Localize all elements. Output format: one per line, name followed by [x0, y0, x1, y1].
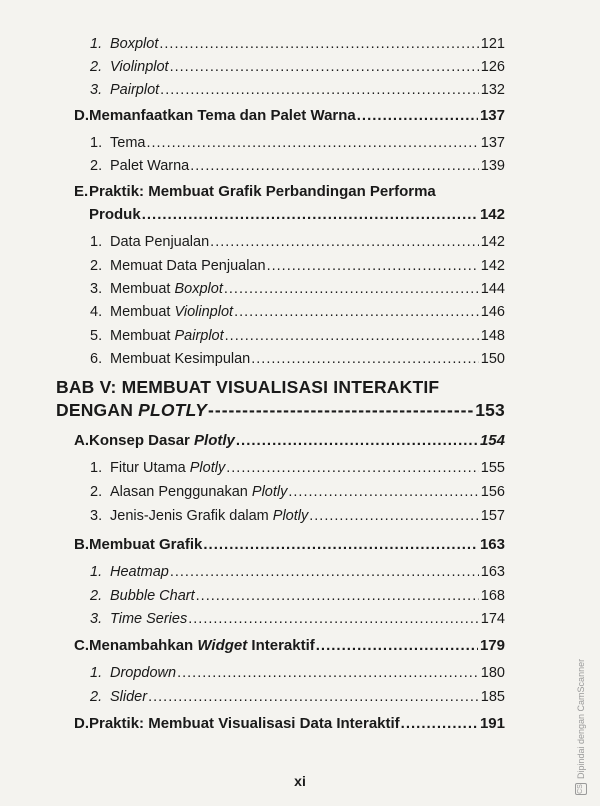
leader-dots	[288, 484, 478, 500]
leader-dots	[148, 689, 479, 705]
section-page: 142	[479, 206, 505, 223]
entry-page: 137	[480, 135, 505, 151]
entry-page: 121	[480, 36, 505, 52]
entry-page: 132	[480, 82, 505, 98]
chapter-page: 153	[475, 400, 505, 420]
entry-page: 142	[480, 234, 505, 250]
entry-number: 1.	[90, 135, 103, 151]
section-title: Memanfaatkan Tema dan Palet Warna	[89, 107, 356, 124]
entry-number: 5.	[90, 328, 103, 344]
toc-entry-memuat-data[interactable]	[90, 258, 505, 274]
section-title: Praktik: Membuat Visualisasi Data Interaktif	[89, 715, 400, 732]
toc-entry-data-penjualan[interactable]	[90, 234, 505, 250]
leader-dots	[170, 564, 479, 580]
entry-title: Tema	[110, 135, 146, 151]
toc-section-a-konsep[interactable]	[74, 432, 505, 449]
leader-dots	[146, 135, 478, 151]
section-letter: D.	[74, 715, 89, 732]
leader-dots	[225, 328, 479, 344]
toc-section-c-widget[interactable]	[74, 637, 505, 654]
entry-title: Membuat Kesimpulan	[110, 351, 251, 367]
section-title: Praktik: Membuat Grafik Perbandingan Performa	[89, 183, 436, 200]
toc-entry-jenis-grafik[interactable]	[90, 508, 505, 524]
toc-entry-kesimpulan[interactable]	[90, 351, 505, 367]
leader-dots	[251, 351, 479, 367]
leader-dots	[234, 304, 479, 320]
entry-page: 168	[480, 588, 505, 604]
entry-page: 157	[480, 508, 505, 524]
entry-title: Data Penjualan	[110, 234, 210, 250]
entry-number: 1.	[90, 460, 103, 476]
entry-page: 180	[480, 665, 505, 681]
entry-title: Fitur Utama Plotly	[110, 460, 226, 476]
leader-dots	[203, 536, 478, 553]
leader-dots	[316, 637, 478, 654]
leader-dots	[357, 107, 478, 124]
entry-number: 2.	[90, 689, 103, 705]
toc-entry-time-series[interactable]	[90, 611, 505, 627]
toc-entry-membuat-violinplot[interactable]	[90, 304, 505, 320]
leader-dots	[159, 36, 478, 52]
entry-page: 185	[480, 689, 505, 705]
toc-entry-membuat-pairplot[interactable]	[90, 328, 505, 344]
entry-title: Membuat Boxplot	[110, 281, 223, 297]
toc-section-e-line2[interactable]	[89, 206, 505, 223]
toc-entry-heatmap[interactable]	[90, 564, 505, 580]
section-page: 179	[479, 637, 505, 654]
section-page: 191	[479, 715, 505, 732]
toc-section-e-line1[interactable]	[74, 183, 505, 200]
entry-page: 142	[480, 258, 505, 274]
leader-dots	[190, 158, 479, 174]
toc-entry-membuat-boxplot[interactable]	[90, 281, 505, 297]
leader-dots	[188, 611, 479, 627]
entry-title: Membuat Violinplot	[110, 304, 234, 320]
entry-number: 6.	[90, 351, 103, 367]
toc-entry-alasan[interactable]	[90, 484, 505, 500]
leader-dashes	[208, 400, 473, 421]
section-page: 154	[479, 432, 505, 449]
leader-dots	[170, 59, 479, 75]
toc-chapter-line2[interactable]	[56, 400, 505, 421]
toc-chapter-line1[interactable]	[56, 377, 505, 398]
entry-number: 2.	[90, 59, 103, 75]
entry-page: 148	[480, 328, 505, 344]
toc-entry-pairplot[interactable]	[90, 82, 505, 98]
entry-number: 1.	[90, 564, 103, 580]
entry-number: 1.	[90, 234, 103, 250]
leader-dots	[309, 508, 479, 524]
entry-page: 174	[480, 611, 505, 627]
entry-number: 2.	[90, 588, 103, 604]
leader-dots	[177, 665, 479, 681]
toc-entry-tema[interactable]	[90, 135, 505, 151]
camscanner-logo-icon: CS	[575, 783, 587, 795]
entry-number: 2.	[90, 484, 103, 500]
toc-section-d-tema[interactable]	[74, 107, 505, 124]
entry-page: 150	[480, 351, 505, 367]
entry-title: Violinplot	[110, 59, 169, 75]
section-letter: D.	[74, 107, 89, 124]
entry-number: 4.	[90, 304, 103, 320]
entry-number: 2.	[90, 258, 103, 274]
entry-page: 144	[480, 281, 505, 297]
scanner-watermark	[575, 659, 587, 795]
entry-title: Time Series	[110, 611, 188, 627]
toc-entry-dropdown[interactable]	[90, 665, 505, 681]
entry-page: 139	[480, 158, 505, 174]
entry-page: 163	[480, 564, 505, 580]
leader-dots	[236, 432, 478, 449]
section-title: Menambahkan Widget Interaktif	[89, 637, 315, 654]
entry-page: 126	[480, 59, 505, 75]
entry-title: Dropdown	[110, 665, 177, 681]
toc-entry-fitur-utama[interactable]	[90, 460, 505, 476]
entry-number: 1.	[90, 36, 103, 52]
toc-section-b-grafik[interactable]	[74, 536, 505, 553]
entry-number: 3.	[90, 82, 103, 98]
leader-dots	[210, 234, 479, 250]
section-page: 137	[479, 107, 505, 124]
entry-title: Memuat Data Penjualan	[110, 258, 266, 274]
section-letter: B.	[74, 536, 89, 553]
entry-title: Membuat Pairplot	[110, 328, 224, 344]
section-letter: C.	[74, 637, 89, 654]
entry-title: Alasan Penggunakan Plotly	[110, 484, 288, 500]
leader-dots	[267, 258, 479, 274]
leader-dots	[224, 281, 479, 297]
entry-title: Boxplot	[110, 36, 159, 52]
entry-number: 3.	[90, 508, 103, 524]
leader-dots	[160, 82, 479, 98]
entry-title: Palet Warna	[110, 158, 190, 174]
toc-entry-bubble-chart[interactable]	[90, 588, 505, 604]
entry-page: 156	[480, 484, 505, 500]
toc-entry-slider[interactable]	[90, 689, 505, 705]
section-title-continued: Produk	[89, 206, 141, 223]
entry-number: 3.	[90, 611, 103, 627]
chapter-title-continued: DENGAN PLOTLY	[56, 400, 208, 420]
leader-dots	[401, 715, 478, 732]
toc-entry-violinplot[interactable]	[90, 59, 505, 75]
entry-page: 155	[480, 460, 505, 476]
entry-number: 3.	[90, 281, 103, 297]
toc-entry-boxplot[interactable]	[90, 36, 505, 52]
entry-title: Jenis-Jenis Grafik dalam Plotly	[110, 508, 309, 524]
watermark-text: Dipindai dengan CamScanner	[576, 658, 586, 779]
entry-number: 2.	[90, 158, 103, 174]
section-page: 163	[479, 536, 505, 553]
page-number: xi	[294, 773, 306, 789]
entry-title: Pairplot	[110, 82, 160, 98]
chapter-title: BAB V: MEMBUAT VISUALISASI INTERAKTIF	[56, 377, 440, 397]
leader-dots	[196, 588, 479, 604]
leader-dots	[226, 460, 479, 476]
entry-title: Heatmap	[110, 564, 169, 580]
entry-number: 1.	[90, 665, 103, 681]
leader-dots	[142, 206, 478, 223]
section-title: Konsep Dasar Plotly	[89, 432, 235, 449]
section-title: Membuat Grafik	[89, 536, 203, 553]
section-letter: A.	[74, 432, 89, 449]
toc-entry-palet-warna[interactable]	[90, 158, 505, 174]
toc-section-d-praktik[interactable]	[74, 715, 505, 732]
entry-page: 146	[480, 304, 505, 320]
entry-title: Bubble Chart	[110, 588, 195, 604]
entry-title: Slider	[110, 689, 148, 705]
section-letter: E.	[74, 183, 89, 200]
